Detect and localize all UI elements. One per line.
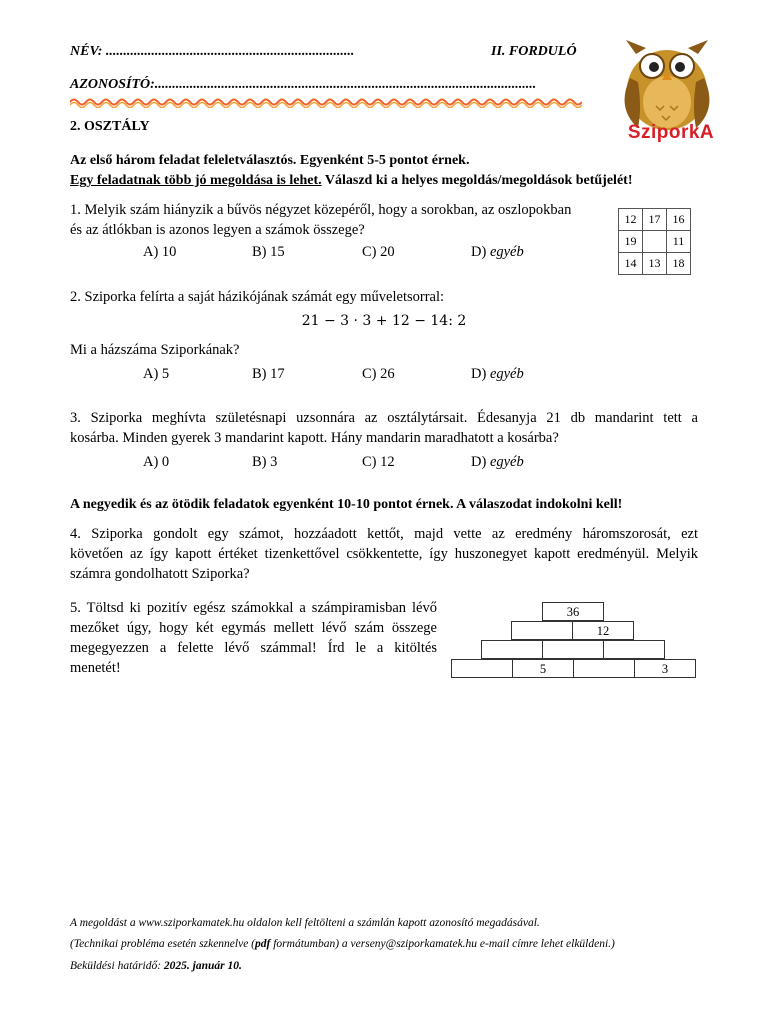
round-label: II. FORDULÓ (491, 44, 577, 59)
magic-cell: 11 (667, 231, 691, 253)
magic-cell: 14 (619, 253, 643, 275)
pyramid-cell[interactable] (603, 640, 665, 659)
intro-multiple-answers-note: Egy feladatnak több jó megoldása is lehet. (70, 173, 322, 188)
q1-option-b[interactable]: B) 15 (252, 244, 285, 260)
q2-option-d-letter: D) (471, 366, 490, 382)
q3-option-a[interactable]: A) 0 (143, 454, 170, 470)
q1-text-line-2: és az átlókban is azonos legyen a számok összege? (70, 222, 365, 238)
q3-option-d-letter: D) (471, 454, 490, 470)
footer-technical-note (70, 938, 615, 950)
q3-option-c[interactable]: C) 12 (362, 454, 395, 470)
name-field-label: NÉV: ....................................................................... (70, 44, 355, 59)
intro-line-1: Az első három feladat feleletválasztós. Egyenként 5-5 pontot érnek. (70, 153, 470, 168)
q5-text-line-1: 5. Töltsd ki pozitív egész számokkal a számpiramisban lévő (70, 600, 437, 616)
magic-cell: 13 (643, 253, 667, 275)
q3-option-d[interactable] (471, 454, 524, 471)
q3-text-line-2: kosárba. Minden gyerek 3 mandarint kapott. Hány mandarin maradhatott a kosárba? (70, 430, 559, 446)
q3-option-d-word: egyéb (489, 454, 524, 470)
footer-upload-note: A megoldást a www.sziporkamatek.hu oldalon kell feltölteni a számlán kapott azonosító megadásával. (70, 917, 540, 929)
pyramid-cell[interactable]: 36 (542, 602, 604, 621)
q2-option-c[interactable]: C) 26 (362, 366, 395, 382)
logo-wordmark: SziporkA (627, 122, 715, 143)
pyramid-cell[interactable]: 5 (512, 659, 574, 678)
q2-text-line-1: 2. Sziporka felírta a saját házikójának számát egy műveletsorral: (70, 289, 445, 305)
q1-option-d-letter: D) (471, 244, 490, 260)
footer-deadline-date: 2025. január 10. (163, 960, 242, 972)
pyramid-cell[interactable] (451, 659, 513, 678)
pyramid-cell[interactable]: 3 (634, 659, 696, 678)
q1-option-c[interactable]: C) 20 (362, 244, 395, 260)
q5-text-line-2: mezőket úgy, hogy két egymás mellett lévő szám összege (70, 620, 437, 636)
wavy-divider (70, 96, 582, 108)
q4-text-line-2: követően az így kapott értéket tizenkettővel csökkentette, így huszonegyet kapott eredményül. Melyik (70, 546, 698, 562)
magic-cell-center[interactable] (643, 231, 667, 253)
q2-text-line-2: Mi a házszáma Sziporkának? (70, 342, 240, 358)
q1-option-d-word: egyéb (489, 244, 524, 260)
q5-text-line-3: megegyezzen a felette lévő számmal! Írd le a kitöltés (70, 640, 437, 656)
magic-cell: 12 (619, 209, 643, 231)
magic-cell: 16 (667, 209, 691, 231)
magic-cell: 18 (667, 253, 691, 275)
q3-option-b[interactable]: B) 3 (252, 454, 278, 470)
footer-pdf-format: pdf (255, 938, 271, 950)
pyramid-cell[interactable] (481, 640, 543, 659)
intro-instruction: Válaszd ki a helyes megoldás/megoldások betűjelét! (321, 173, 633, 188)
pyramid-cell[interactable] (573, 659, 635, 678)
footer-technical-note-start: (Technikai probléma esetén szkennelve ( (70, 938, 256, 950)
q2-option-a[interactable]: A) 5 (143, 366, 170, 382)
q1-text-line-1: 1. Melyik szám hiányzik a bűvös négyzet közepéről, hogy a sorokban, az oszlopokban (70, 202, 572, 218)
grade-heading: 2. OSZTÁLY (70, 119, 150, 134)
magic-cell: 19 (619, 231, 643, 253)
pyramid-cell[interactable] (542, 640, 604, 659)
footer-technical-note-end: formátumban) a verseny@sziporkamatek.hu e-mail címre lehet elküldeni.) (270, 938, 615, 950)
footer-deadline (70, 960, 242, 972)
pyramid-cell[interactable]: 12 (572, 621, 634, 640)
magic-square (618, 208, 691, 275)
q1-option-d[interactable] (471, 244, 524, 261)
magic-cell: 17 (643, 209, 667, 231)
q4-text-line-3: számra gondolhatott Sziporka? (70, 566, 250, 582)
id-field-label: AZONOSÍTÓ:............................................................................................................. (70, 77, 537, 92)
q2-option-d[interactable] (471, 366, 524, 383)
q2-expression: 21 − 3 · 3 + 12 − 14: 2 (301, 313, 467, 329)
footer-deadline-label: Beküldési határidő: (70, 960, 164, 972)
section2-heading: A negyedik és az ötödik feladatok egyenként 10-10 pontot érnek. A válaszodat indokolni kell! (70, 497, 623, 512)
q2-option-d-word: egyéb (489, 366, 524, 382)
q3-text-line-1: 3. Sziporka meghívta születésnapi uzsonnára az osztálytársait. Édesanyja 21 db mandarint tett a (70, 410, 698, 426)
q1-option-a[interactable]: A) 10 (143, 244, 177, 260)
q5-text-line-4: menetét! (70, 660, 121, 676)
intro-line-2 (70, 173, 632, 189)
q2-option-b[interactable]: B) 17 (252, 366, 285, 382)
q4-text-line-1: 4. Sziporka gondolt egy számot, hozzáadott kettőt, majd vette az eredmény háromszorosát, ezt (70, 526, 698, 542)
sziporka-logo (612, 38, 728, 150)
pyramid-cell[interactable] (511, 621, 573, 640)
